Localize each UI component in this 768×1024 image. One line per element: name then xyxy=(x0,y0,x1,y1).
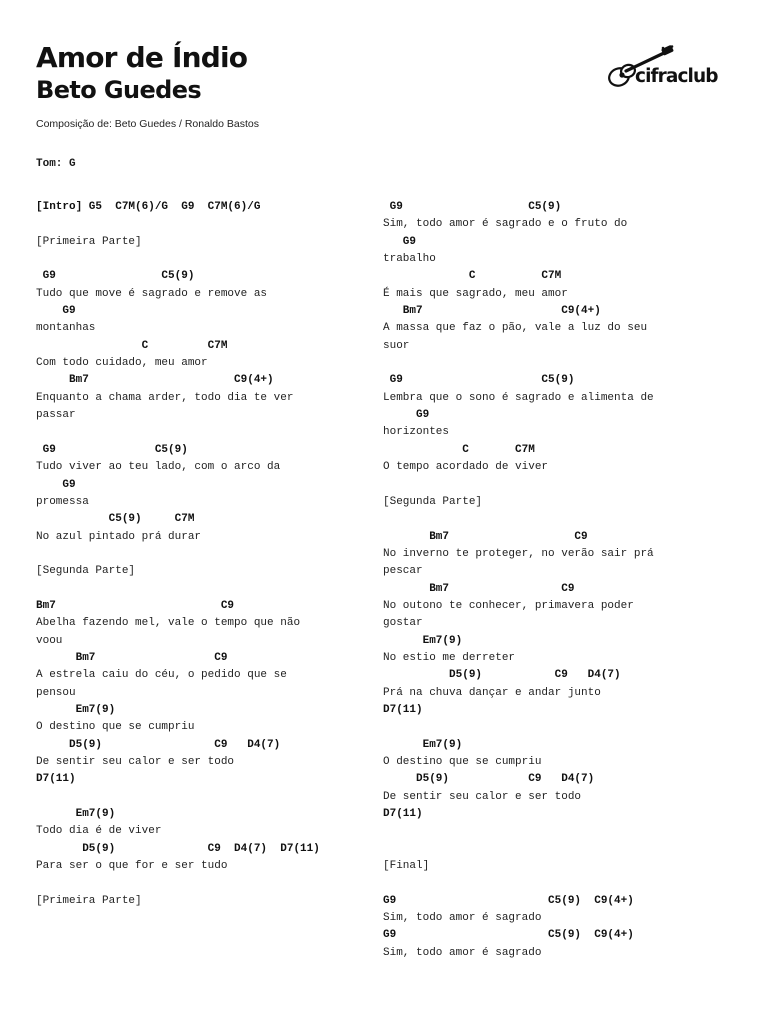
lyric-line xyxy=(36,789,396,806)
lyric-line: voou xyxy=(36,634,63,647)
lyric-line: [Segunda Parte] xyxy=(383,495,483,508)
lyric-line: Todo dia é de viver xyxy=(36,825,162,838)
chord-line: C C7M xyxy=(383,443,535,456)
lyric-line: No inverno te proteger, no verão sair prá xyxy=(383,547,654,560)
chord-line: G9 xyxy=(383,235,417,248)
chord-line: G9 C5(9) C9(4+) xyxy=(383,929,634,942)
lyric-line: Enquanto a chama arder, todo dia te ver xyxy=(36,391,294,404)
lyric-line xyxy=(383,719,743,736)
chord-line: D5(9) C9 D4(7) xyxy=(383,669,621,682)
chord-line: G9 C5(9) xyxy=(36,270,195,283)
lyric-line: Lembra que o sono é sagrado e alimenta de xyxy=(383,391,654,404)
lyric-line xyxy=(383,355,743,372)
chord-line: D7(11) xyxy=(383,808,423,821)
lyric-line: [Primeira Parte] xyxy=(36,235,142,248)
chord-line: D5(9) C9 D4(7) xyxy=(383,773,595,786)
chord-line: C C7M xyxy=(36,339,228,352)
chord-line: Bm7 C9 xyxy=(36,651,228,664)
cifraclub-wordmark: cifraclub xyxy=(635,66,718,87)
chord-line: Em7(9) xyxy=(36,808,116,821)
chord-line: G9 xyxy=(36,478,76,491)
lyric-line: suor xyxy=(383,339,410,352)
chord-line: G9 C5(9) xyxy=(36,443,188,456)
lyric-line: No azul pintado prá durar xyxy=(36,530,202,543)
chord-line: G9 C5(9) C9(4+) xyxy=(383,894,634,907)
lyric-line: horizontes xyxy=(383,426,450,439)
guitar-icon xyxy=(606,44,722,96)
lyric-line: A estrela caiu do céu, o pedido que se xyxy=(36,669,287,682)
lyric-line xyxy=(383,511,743,528)
chord-line: G9 C5(9) xyxy=(383,201,562,213)
song-key: Tom: G xyxy=(36,158,76,170)
lyric-line xyxy=(36,546,396,563)
chord-line: Bm7 C9 xyxy=(383,530,588,543)
cifraclub-logo[interactable] xyxy=(606,44,722,96)
song-title: Amor de Índio xyxy=(36,41,248,74)
lyric-line xyxy=(383,477,743,494)
chord-line: Em7(9) xyxy=(383,634,463,647)
lyric-line: pescar xyxy=(383,565,423,578)
lyric-line: De sentir seu calor e ser todo xyxy=(383,790,582,803)
chord-sheet-left-column xyxy=(36,199,396,910)
lyric-line: trabalho xyxy=(383,253,436,266)
lyric-line: pensou xyxy=(36,686,76,699)
lyric-line: Com todo cuidado, meu amor xyxy=(36,357,208,370)
lyric-line xyxy=(36,875,396,892)
lyric-line: Para ser o que for e ser tudo xyxy=(36,860,228,873)
lyric-line xyxy=(383,875,743,892)
chord-line: G9 xyxy=(383,409,430,422)
lyric-line xyxy=(383,841,743,858)
lyric-line: [Final] xyxy=(383,860,430,873)
lyric-line: No estio me derreter xyxy=(383,651,516,664)
chord-line: Bm7 C9 xyxy=(383,582,575,595)
lyric-line xyxy=(36,581,396,598)
chord-line: Em7(9) xyxy=(36,703,116,716)
lyric-line: Tudo que move é sagrado e remove as xyxy=(36,287,268,300)
chord-line: G9 C5(9) xyxy=(383,374,575,387)
lyric-line: A massa que faz o pão, vale a luz do seu xyxy=(383,322,648,335)
chord-line: D7(11) xyxy=(36,773,76,786)
chord-line: Em7(9) xyxy=(383,738,463,751)
chord-sheet-right-column xyxy=(383,199,743,962)
lyric-line: passar xyxy=(36,409,76,422)
composer-credit: Composição de: Beto Guedes / Ronaldo Bastos xyxy=(36,118,259,130)
lyric-line xyxy=(383,823,743,840)
chord-line: D5(9) C9 D4(7) xyxy=(36,738,281,751)
chord-line: D5(9) C9 D4(7) D7(11) xyxy=(36,842,320,855)
lyric-line: O tempo acordado de viver xyxy=(383,461,549,474)
chord-line: C C7M xyxy=(383,270,562,283)
lyric-line: Tudo viver ao teu lado, com o arco da xyxy=(36,461,281,474)
lyric-line: O destino que se cumpriu xyxy=(383,756,542,768)
lyric-line xyxy=(36,216,396,233)
lyric-line: Sim, todo amor é sagrado xyxy=(383,912,542,925)
lyric-line: No outono te conhecer, primavera poder xyxy=(383,599,634,612)
artist-name: Beto Guedes xyxy=(36,76,202,104)
lyric-line: Prá na chuva dançar e andar junto xyxy=(383,686,601,699)
chord-line: Bm7 C9(4+) xyxy=(383,305,601,318)
chord-line: Bm7 C9(4+) xyxy=(36,374,274,387)
lyric-line xyxy=(36,251,396,268)
chord-line: G9 xyxy=(36,305,76,318)
lyric-line: Sim, todo amor é sagrado xyxy=(383,946,542,959)
lyric-line: O destino que se cumpriu xyxy=(36,721,195,734)
chord-line: Bm7 C9 xyxy=(36,599,235,612)
lyric-line: montanhas xyxy=(36,322,96,335)
lyric-line: De sentir seu calor e ser todo xyxy=(36,756,235,768)
lyric-line: promessa xyxy=(36,495,89,508)
lyric-line: Sim, todo amor é sagrado e o fruto do xyxy=(383,218,628,231)
lyric-line: [Primeira Parte] xyxy=(36,894,142,907)
chord-line: C5(9) C7M xyxy=(36,513,195,526)
chord-line: D7(11) xyxy=(383,703,423,716)
lyric-line xyxy=(36,424,396,441)
lyric-line: gostar xyxy=(383,617,423,630)
lyric-line: É mais que sagrado, meu amor xyxy=(383,287,568,300)
lyric-line: [Segunda Parte] xyxy=(36,565,136,578)
chord-line: [Intro] G5 C7M(6)/G G9 C7M(6)/G xyxy=(36,201,261,213)
lyric-line: Abelha fazendo mel, vale o tempo que não xyxy=(36,617,301,630)
